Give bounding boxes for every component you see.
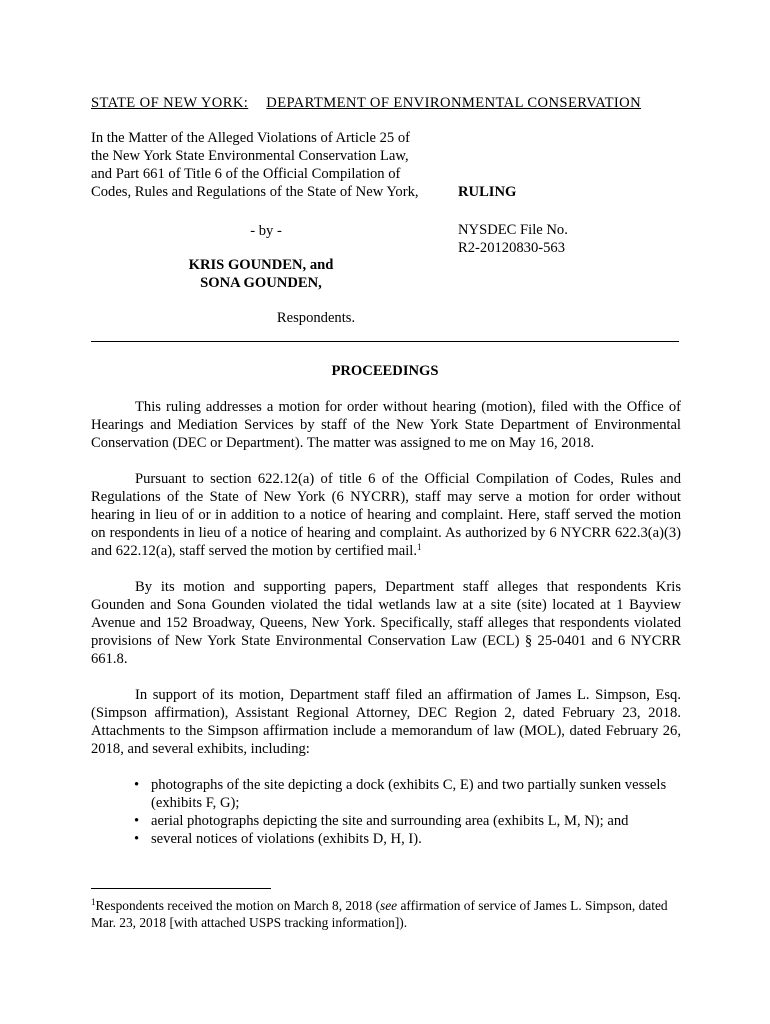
footnote-divider (91, 888, 271, 889)
header-state: STATE OF NEW YORK: (91, 95, 249, 111)
paragraph: By its motion and supporting papers, Department staff alleges that respondents Kris Gounden and Sona Gounden violated the tidal wetlands law at a site (site) located at 1 Bayview Avenue and 152 Broadway, Queens, New York. Specifically, staff alleges that respondents violated provisions of New York State Environmental Conservation Law (ECL) § 25-0401 and 6 NYCRR 661.8. (91, 579, 681, 667)
footnote-reference[interactable]: 1 (416, 542, 422, 552)
list-item (91, 830, 681, 848)
caption-line: the New York State Environmental Conservation Law, (91, 148, 409, 164)
ruling-label: RULING (458, 184, 517, 200)
bullet-icon: • (134, 831, 140, 847)
list-item (91, 812, 681, 830)
respondent-name: SONA GOUNDEN, (200, 275, 322, 291)
paragraph: This ruling addresses a motion for order without hearing (motion), filed with the Office of Hearings and Mediation Services by staff of the New York State Department of Environmental Conservation (DEC or Department). The matter was assigned to me on May 16, 2018. (91, 399, 681, 451)
paragraph (91, 470, 681, 560)
caption-divider (91, 341, 679, 342)
footnote-signal: see (380, 898, 398, 913)
paragraph: In support of its motion, Department staff filed an affirmation of James L. Simpson, Esq. (Simpson affirmation), Assistant Regional Attorney, DEC Region 2, dated February 23, 2018. Attachments to the Simpson affirmation include a memorandum of law (MOL), dated February 26, 2018, and several exhibits, including: (91, 687, 681, 757)
footnote-number: 1 (91, 897, 96, 907)
document-body (91, 398, 681, 848)
file-number-label: NYSDEC File No. (458, 222, 568, 238)
respondent-name: KRIS GOUNDEN, and (188, 257, 334, 273)
list-item-text: photographs of the site depicting a dock (exhibits C, E) and two partially sunken vessels (exhibits F, G); (151, 777, 667, 811)
document-header (91, 94, 681, 112)
bullet-icon: • (134, 813, 140, 829)
exhibit-list (91, 776, 681, 848)
footnote-text: affirmation of service of James L. Simpson, dated Mar. 23, 2018 [with attached USPS tracking information]). (91, 898, 668, 930)
caption-line: Codes, Rules and Regulations of the State of New York, (91, 184, 419, 200)
list-item (91, 776, 681, 812)
file-number-value: R2-20120830-563 (458, 240, 566, 256)
header-department: DEPARTMENT OF ENVIRONMENTAL CONSERVATION (266, 95, 642, 111)
list-item-text: several notices of violations (exhibits D, H, I). (151, 831, 422, 847)
footnote-text: Respondents received the motion on March 8, 2018 ( (95, 898, 380, 913)
file-number (458, 221, 568, 257)
section-title: PROCEEDINGS (331, 363, 439, 379)
case-caption (91, 129, 451, 201)
bullet-icon: • (134, 777, 140, 793)
footnote (91, 897, 671, 931)
caption-line: In the Matter of the Alleged Violations of Article 25 of (91, 130, 411, 146)
caption-by: - by - (250, 223, 282, 239)
list-item-text: aerial photographs depicting the site and surrounding area (exhibits L, M, N); and (151, 813, 629, 829)
respondents-label: Respondents. (276, 310, 356, 326)
paragraph-text: Pursuant to section 622.12(a) of title 6 of the Official Compilation of Codes, Rules and Regulations of the State of New York (6 NYCRR), staff may serve a motion for order without hearing in lieu of or in addition to a notice of hearing and complaint. Here, staff served the motion on respondents in lieu of a notice of hearing and complaint. As authorized by 6 NYCRR 622.3(a)(3) and 622.12(a), staff served the motion by certified mail. (91, 471, 681, 559)
respondent-names (91, 256, 431, 292)
caption-line: and Part 661 of Title 6 of the Official Compilation of (91, 166, 401, 182)
